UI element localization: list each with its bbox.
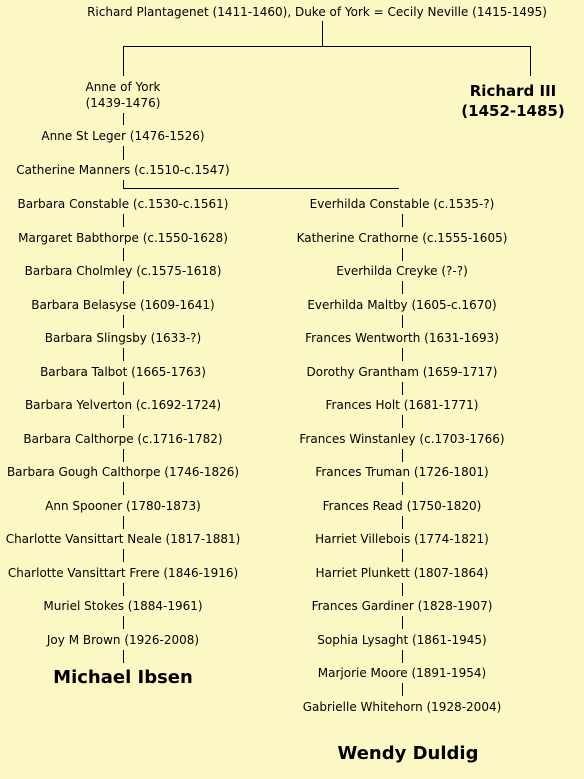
person-node-left: Barbara Gough Calthorpe (1746-1826)	[6, 465, 240, 479]
person-node-right: Gabrielle Whitehorn (1928-2004)	[302, 699, 502, 714]
person-node-right: Katherine Crathorne (c.1555-1605)	[296, 230, 508, 245]
richard-drop	[530, 46, 531, 76]
person-node-left: Joy M Brown (1926-2008)	[46, 632, 200, 647]
person-node-right: Harriet Villebois (1774-1821)	[315, 532, 489, 546]
connector-right	[402, 281, 403, 294]
connector-right	[402, 415, 403, 428]
richard-dates: (1452-1485)	[461, 102, 565, 120]
person-node-right: Marjorie Moore (1891-1954)	[317, 666, 487, 680]
person-node-early: Anne St Leger (1476-1526)	[41, 129, 205, 143]
person-node-right: Frances Wentworth (1631-1693)	[305, 331, 499, 345]
connector-left	[123, 583, 124, 596]
person-node-left: Barbara Calthorpe (c.1716-1782)	[23, 431, 223, 446]
richard-name: Richard III	[469, 82, 557, 100]
richard-iii-node	[461, 81, 564, 121]
root-couple-label: Richard Plantagenet (1411-1460), Duke of York = Cecily Neville (1415-1495)	[87, 5, 547, 19]
sibling-bar	[123, 46, 531, 47]
person-node-right: Frances Read (1750-1820)	[322, 498, 482, 513]
connector-anne-early	[123, 113, 124, 125]
connector-right	[402, 348, 403, 361]
person-node-left: Barbara Yelverton (c.1692-1724)	[24, 398, 222, 412]
left-descendant-end: Michael Ibsen	[53, 667, 193, 688]
connector-left	[123, 315, 124, 328]
connector-left	[123, 248, 124, 261]
person-node-right: Dorothy Grantham (1659-1717)	[306, 364, 498, 379]
person-node-left: Charlotte Vansittart Neale (1817-1881)	[5, 532, 241, 546]
anne-of-york-node	[86, 79, 161, 111]
person-node-left: Muriel Stokes (1884-1961)	[43, 599, 203, 613]
connector-right	[402, 516, 403, 529]
person-node-left: Ann Spooner (1780-1873)	[45, 498, 201, 513]
person-node-left: Barbara Talbot (1665-1763)	[40, 364, 206, 379]
connector-left	[123, 214, 124, 227]
connector-right	[402, 248, 403, 261]
connector-left	[123, 482, 124, 495]
connector-left	[123, 348, 124, 361]
person-node-right: Harriet Plunkett (1807-1864)	[315, 565, 489, 580]
left-split-drop	[123, 180, 124, 189]
connector-left	[123, 516, 124, 529]
connector-right	[402, 549, 403, 562]
anne-dates: (1439-1476)	[85, 96, 161, 110]
person-node-right: Everhilda Creyke (?-?)	[336, 264, 468, 278]
person-node-left: Barbara Cholmley (c.1575-1618)	[24, 264, 222, 278]
anne-drop	[123, 46, 124, 76]
connector-right	[402, 382, 403, 395]
person-node-left: Barbara Slingsby (1633-?)	[44, 331, 202, 345]
connector-left	[123, 382, 124, 395]
person-node-early: Catherine Manners (c.1510-c.1547)	[16, 163, 230, 177]
connector-right	[402, 583, 403, 596]
person-node-right: Sophia Lysaght (1861-1945)	[317, 632, 487, 647]
person-node-left: Margaret Babthorpe (c.1550-1628)	[18, 230, 228, 245]
line-split-bar	[123, 188, 399, 189]
connector-right	[402, 315, 403, 328]
connector-left	[123, 449, 124, 462]
person-node-left: Barbara Belasyse (1609-1641)	[31, 297, 215, 312]
connector-right	[402, 683, 403, 696]
connector-early	[123, 146, 124, 160]
person-node-right: Everhilda Maltby (1605-c.1670)	[307, 297, 497, 312]
connector-right	[402, 616, 403, 629]
connector-left	[123, 650, 124, 663]
person-node-right: Frances Truman (1726-1801)	[315, 465, 489, 479]
connector-right	[402, 214, 403, 227]
anne-name: Anne of York	[85, 80, 161, 94]
person-node-right: Frances Holt (1681-1771)	[325, 398, 479, 412]
person-node-right: Everhilda Constable (c.1535-?)	[309, 197, 495, 211]
connector-left	[123, 616, 124, 629]
connector-left	[123, 415, 124, 428]
person-node-left: Charlotte Vansittart Frere (1846-1916)	[7, 565, 239, 580]
connector-left	[123, 281, 124, 294]
right-descendant-end: Wendy Duldig	[337, 743, 479, 764]
person-node-left: Barbara Constable (c.1530-c.1561)	[17, 197, 229, 211]
connector-right	[402, 650, 403, 663]
connector-right	[402, 482, 403, 495]
connector-right	[402, 449, 403, 462]
connector-left	[123, 549, 124, 562]
person-node-right: Frances Winstanley (c.1703-1766)	[299, 431, 505, 446]
root-connector	[322, 21, 323, 46]
person-node-right: Frances Gardiner (1828-1907)	[311, 599, 493, 613]
